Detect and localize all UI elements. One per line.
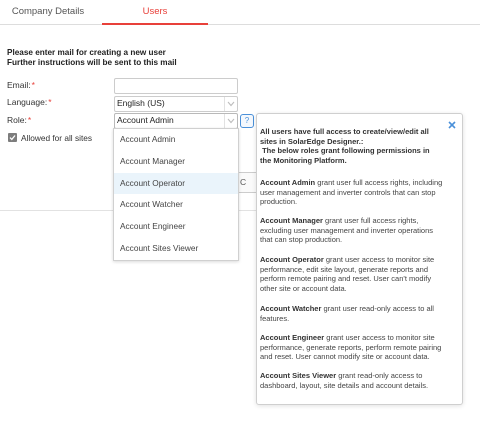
popover-heading-line: the Monitoring Platform. bbox=[260, 155, 347, 165]
role-description-account-operator bbox=[260, 255, 460, 293]
role-help-popover bbox=[256, 113, 463, 405]
popover-heading-line: The below roles grant following permissions in bbox=[260, 146, 430, 156]
check-icon bbox=[9, 134, 16, 141]
role-text: grant user access to monitor site bbox=[324, 333, 435, 342]
role-select[interactable] bbox=[114, 113, 238, 129]
role-option-account-manager[interactable]: Account Manager bbox=[120, 155, 186, 166]
role-description-account-sites-viewer bbox=[260, 371, 460, 390]
instructions-line-2: Further instructions will be sent to this mail bbox=[7, 58, 177, 67]
role-text: grant user access to monitor site bbox=[323, 255, 435, 264]
chevron-down-icon bbox=[224, 97, 237, 111]
tab-users-label: Users bbox=[142, 6, 168, 17]
role-option-account-watcher[interactable]: Account Watcher bbox=[120, 199, 183, 210]
role-description-account-manager bbox=[260, 216, 460, 245]
role-name: Account Manager bbox=[260, 216, 323, 225]
role-option-account-engineer[interactable]: Account Engineer bbox=[120, 221, 186, 232]
role-text: performance, generate reports, perform remote pairing bbox=[260, 342, 442, 352]
email-label bbox=[7, 80, 35, 90]
close-icon[interactable] bbox=[447, 117, 457, 127]
role-name: Account Admin bbox=[260, 178, 316, 187]
question-icon: ? bbox=[244, 116, 250, 125]
instructions bbox=[7, 48, 177, 68]
role-option-account-admin[interactable]: Account Admin bbox=[120, 134, 176, 144]
chevron-down-icon bbox=[224, 114, 237, 128]
tab-bar bbox=[0, 0, 480, 25]
required-mark: * bbox=[27, 115, 32, 125]
role-name: Account Operator bbox=[260, 255, 324, 264]
role-dropdown bbox=[113, 128, 239, 261]
role-text: user management and inverter controls that can stop bbox=[260, 187, 436, 197]
role-name: Account Sites Viewer bbox=[260, 371, 337, 380]
required-mark: * bbox=[31, 80, 35, 90]
role-option-account-sites-viewer[interactable]: Account Sites Viewer bbox=[120, 243, 199, 253]
role-help-button[interactable] bbox=[240, 114, 254, 128]
email-label-text: Email: bbox=[7, 80, 31, 90]
language-label bbox=[7, 97, 52, 107]
role-description-account-watcher bbox=[260, 304, 460, 323]
role-text: perform remote pairing and reset. User can't modify bbox=[260, 274, 432, 284]
role-text: other site or account data. bbox=[260, 283, 347, 293]
popover-heading-line: sites in SolarEdge Designer.: bbox=[260, 136, 364, 146]
language-value: English (US) bbox=[117, 98, 165, 108]
tab-company-details[interactable]: Company Details bbox=[11, 6, 85, 17]
allowed-all-sites-label: Allowed for all sites bbox=[21, 133, 93, 143]
role-text: features. bbox=[260, 313, 290, 323]
role-description-account-engineer bbox=[260, 333, 460, 362]
language-select[interactable] bbox=[114, 96, 238, 112]
email-field[interactable] bbox=[114, 78, 238, 94]
allowed-all-sites-checkbox[interactable] bbox=[8, 133, 17, 142]
role-description-account-admin bbox=[260, 178, 460, 207]
tab-users[interactable] bbox=[102, 0, 208, 24]
active-tab-indicator bbox=[102, 23, 208, 25]
required-mark: * bbox=[48, 97, 52, 107]
role-value: Account Admin bbox=[117, 115, 174, 125]
language-label-text: Language: bbox=[7, 97, 48, 107]
instructions-line-1: Please enter mail for creating a new user bbox=[7, 48, 166, 57]
partial-button-label: C bbox=[240, 177, 247, 187]
role-text: production. bbox=[260, 197, 298, 207]
role-text: performance, edit site layout, generate reports and bbox=[260, 264, 429, 274]
role-text: grant user full access rights, including bbox=[315, 178, 443, 187]
role-text: grant user full access rights, bbox=[322, 216, 419, 225]
role-label-text: Role: bbox=[7, 115, 27, 125]
popover-heading-line: All users have full access to create/view/edit all bbox=[260, 127, 429, 136]
role-text: grant read-only access to bbox=[336, 371, 423, 380]
role-text: excluding user management and inverter operations bbox=[260, 225, 434, 235]
popover-heading bbox=[260, 127, 459, 165]
role-text: dashboard, layout, site details and account details. bbox=[260, 380, 429, 390]
role-text: that can stop production. bbox=[260, 235, 343, 245]
role-label bbox=[7, 115, 31, 125]
role-name: Account Watcher bbox=[260, 304, 322, 313]
role-option-account-operator[interactable]: Account Operator bbox=[114, 173, 238, 195]
role-text: grant user read-only access to all bbox=[321, 304, 434, 313]
role-text: and reset. User cannot modify site or account data. bbox=[260, 352, 430, 362]
role-name: Account Engineer bbox=[260, 333, 325, 342]
